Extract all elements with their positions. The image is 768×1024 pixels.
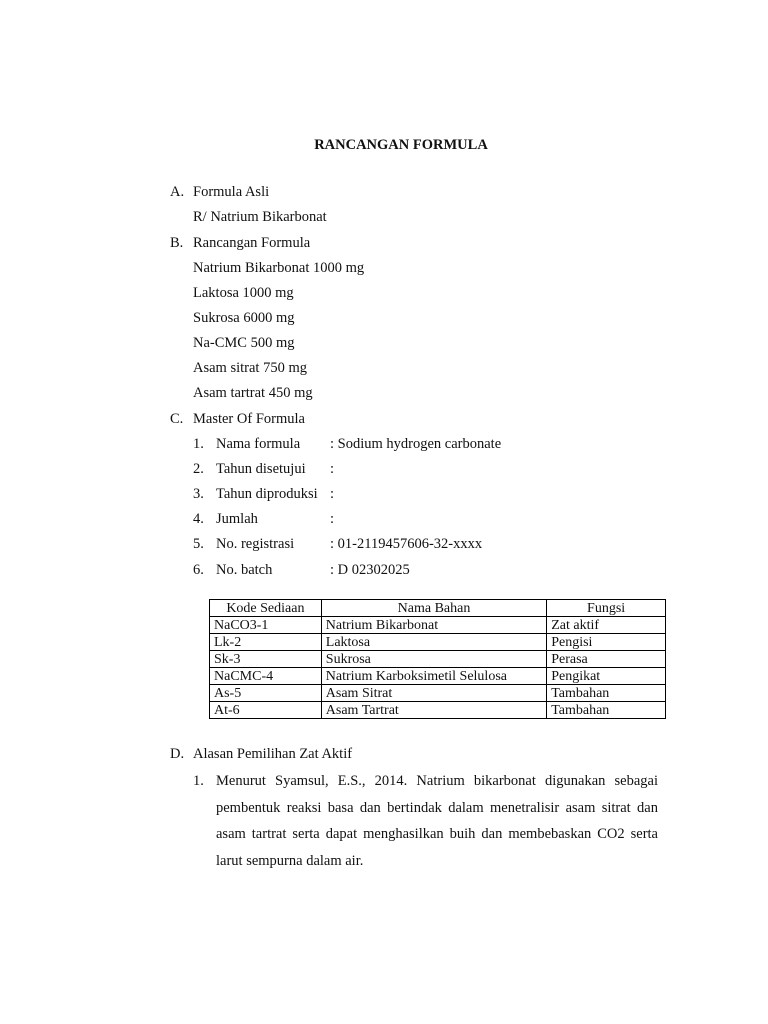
item-number: 3. bbox=[193, 486, 204, 502]
item-label: Tahun disetujui bbox=[216, 461, 306, 477]
item-label: No. batch bbox=[216, 562, 273, 578]
cell-kode: NaCO3-1 bbox=[210, 617, 322, 634]
cell-fungsi: Zat aktif bbox=[547, 617, 666, 634]
item-value: : bbox=[330, 486, 335, 502]
cell-kode: Sk-3 bbox=[210, 651, 322, 668]
formula-line: Sukrosa 6000 mg bbox=[193, 310, 295, 326]
item-number: 6. bbox=[193, 562, 204, 578]
section-b-letter: B. bbox=[170, 235, 184, 251]
section-d-heading: Alasan Pemilihan Zat Aktif bbox=[193, 746, 353, 762]
cell-nama: Natrium Karboksimetil Selulosa bbox=[321, 668, 546, 685]
item-number: 5. bbox=[193, 536, 204, 552]
section-a-line: R/ Natrium Bikarbonat bbox=[193, 209, 327, 225]
cell-kode: NaCMC-4 bbox=[210, 668, 322, 685]
item-value: : Sodium hydrogen carbonate bbox=[330, 436, 502, 452]
reason-paragraph: Menurut Syamsul, E.S., 2014. Natrium bikarbonat digunakan sebagai pembentuk reaksi basa dan bertindak dalam menetralisir asam sitrat dan asam tartrat serta dapat menghasilkan buih dan membebaskan CO2 serta larut sempurna dalam air. bbox=[216, 773, 658, 869]
page-title: RANCANGAN FORMULA bbox=[314, 137, 488, 153]
table-row bbox=[210, 634, 666, 651]
cell-kode: As-5 bbox=[210, 685, 322, 702]
formula-line: Asam tartrat 450 mg bbox=[193, 385, 313, 401]
section-b-heading: Rancangan Formula bbox=[193, 235, 311, 251]
item-value: : bbox=[330, 511, 335, 527]
cell-fungsi: Pengisi bbox=[547, 634, 666, 651]
item-number: 2. bbox=[193, 461, 204, 477]
cell-nama: Asam Tartrat bbox=[321, 702, 546, 719]
table-row bbox=[210, 668, 666, 685]
section-a-heading: Formula Asli bbox=[193, 184, 270, 200]
table-header-row bbox=[210, 600, 666, 617]
item-label: No. registrasi bbox=[216, 536, 295, 552]
section-a-letter: A. bbox=[170, 184, 185, 200]
cell-nama: Natrium Bikarbonat bbox=[321, 617, 546, 634]
item-number: 4. bbox=[193, 511, 204, 527]
column-header-kode: Kode Sediaan bbox=[210, 600, 322, 617]
column-header-fungsi: Fungsi bbox=[547, 600, 666, 617]
cell-fungsi: Pengikat bbox=[547, 668, 666, 685]
formula-line: Natrium Bikarbonat 1000 mg bbox=[193, 260, 365, 276]
item-value: : 01-2119457606-32-xxxx bbox=[330, 536, 483, 552]
cell-fungsi: Tambahan bbox=[547, 702, 666, 719]
item-label: Jumlah bbox=[216, 511, 258, 527]
cell-nama: Asam Sitrat bbox=[321, 685, 546, 702]
item-value: : bbox=[330, 461, 335, 477]
formula-line: Asam sitrat 750 mg bbox=[193, 360, 307, 376]
table-row bbox=[210, 651, 666, 668]
item-number: 1. bbox=[193, 436, 204, 452]
cell-nama: Laktosa bbox=[321, 634, 546, 651]
table-row bbox=[210, 617, 666, 634]
table-row bbox=[210, 702, 666, 719]
cell-kode: Lk-2 bbox=[210, 634, 322, 651]
table-row bbox=[210, 685, 666, 702]
cell-kode: At-6 bbox=[210, 702, 322, 719]
cell-fungsi: Tambahan bbox=[547, 685, 666, 702]
item-label: Nama formula bbox=[216, 436, 301, 452]
formula-line: Laktosa 1000 mg bbox=[193, 285, 294, 301]
section-c-letter: C. bbox=[170, 411, 184, 427]
column-header-nama: Nama Bahan bbox=[321, 600, 546, 617]
item-label: Tahun diproduksi bbox=[216, 486, 318, 502]
section-d-letter: D. bbox=[170, 746, 185, 762]
materials-table bbox=[209, 599, 666, 719]
formula-line: Na-CMC 500 mg bbox=[193, 335, 295, 351]
cell-nama: Sukrosa bbox=[321, 651, 546, 668]
item-number: 1. bbox=[193, 773, 204, 789]
item-value: : D 02302025 bbox=[330, 562, 410, 578]
cell-fungsi: Perasa bbox=[547, 651, 666, 668]
section-c-heading: Master Of Formula bbox=[193, 411, 305, 427]
